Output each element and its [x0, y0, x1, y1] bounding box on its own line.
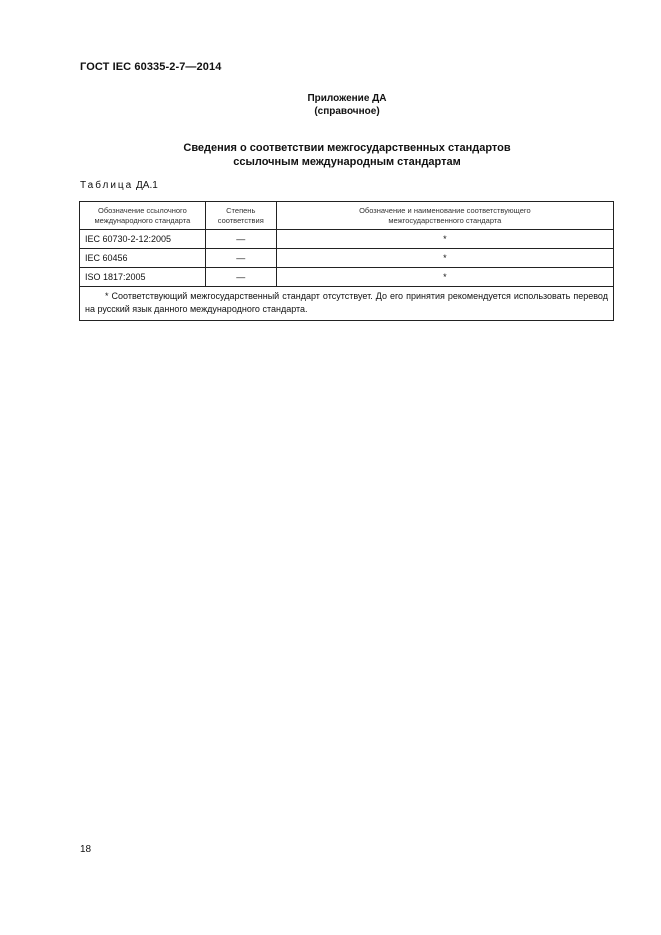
document-code: ГОСТ IEC 60335-2-7—2014 [80, 61, 222, 73]
cell-standard: IEC 60730-2-12:2005 [80, 230, 206, 249]
annex-title: Приложение ДА [307, 93, 387, 104]
header-reference-standard-line-2: международного стандарта [94, 215, 191, 225]
cell-standard: IEC 60456 [80, 249, 206, 268]
table-header-row [80, 202, 614, 230]
cell-degree: — [205, 268, 276, 287]
cell-standard: ISO 1817:2005 [80, 268, 206, 287]
page-number: 18 [80, 844, 92, 855]
header-reference-standard-line-1: Обозначение ссылочного [98, 205, 187, 215]
annex-heading [80, 92, 614, 118]
header-reference-standard [80, 202, 206, 230]
header-degree-line-2: соответствия [217, 215, 264, 225]
annex-subtitle: (справочное) [314, 106, 380, 117]
cell-interstate-standard: * [276, 249, 613, 268]
cell-degree: — [205, 249, 276, 268]
footnote-text: * Соответствующий межгосударственный стандарт отсутствует. До его принятия рекомендуется использовать перевод на русский язык данного международного стандарта. [85, 291, 608, 314]
section-title-line-1: Сведения о соответствии межгосударственных стандартов [183, 142, 511, 154]
header-interstate-standard-line-2: межгосударственного стандарта [388, 215, 502, 225]
table-footnote-row [80, 287, 614, 321]
header-degree [205, 202, 276, 230]
table-caption-number: ДА.1 [136, 180, 158, 191]
table-row [80, 230, 614, 249]
header-interstate-standard [276, 202, 613, 230]
cell-interstate-standard: * [276, 230, 613, 249]
table-row [80, 268, 614, 287]
standards-correspondence-table [79, 201, 614, 321]
table-row [80, 249, 614, 268]
table-caption-word: Таблица [80, 180, 134, 191]
section-title-line-2: ссылочным международным стандартам [233, 156, 461, 168]
table-caption [80, 180, 158, 191]
header-degree-line-1: Степень [226, 205, 256, 215]
header-interstate-standard-line-1: Обозначение и наименование соответствующего [359, 205, 531, 215]
cell-interstate-standard: * [276, 268, 613, 287]
section-title [80, 141, 614, 169]
cell-degree: — [205, 230, 276, 249]
table-footnote [80, 287, 614, 321]
